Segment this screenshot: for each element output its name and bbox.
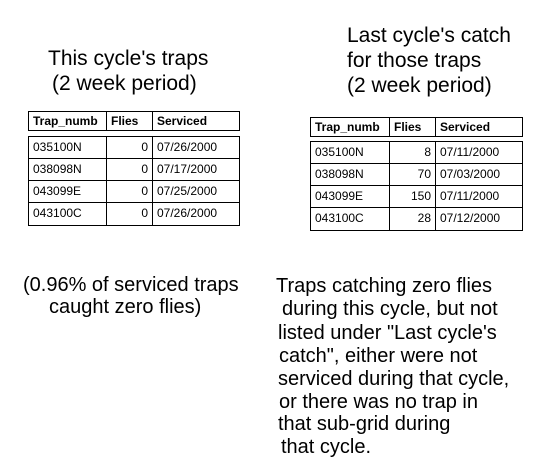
right-note-line7: that sub-grid during [278, 413, 451, 435]
left-heading-line1: This cycle's traps [48, 47, 209, 70]
right-note-line3: listed under "Last cycle's [278, 322, 497, 344]
header-flies: Flies [107, 112, 153, 130]
trap-number-cell: 038098N [29, 159, 107, 180]
flies-cell: 70 [390, 164, 436, 185]
left-table-header [28, 111, 240, 131]
table-row [29, 181, 239, 203]
serviced-cell: 07/11/2000 [440, 189, 500, 203]
trap-number-cell: 035100N [29, 137, 107, 158]
table-row [311, 164, 522, 186]
serviced-cell: 07/26/2000 [157, 206, 218, 220]
left-note-line2: caught zero flies) [49, 296, 202, 318]
serviced-cell: 07/17/2000 [157, 162, 218, 176]
right-heading-line2: for those traps [347, 49, 482, 72]
right-table-body [310, 141, 523, 231]
header-flies: Flies [390, 118, 436, 136]
left-heading-line2: (2 week period) [52, 72, 197, 95]
trap-number-cell: 043099E [29, 181, 107, 202]
right-note-line5: serviced during that cycle, [278, 368, 510, 390]
table-row [311, 208, 522, 230]
flies-cell: 0 [107, 181, 153, 202]
table-row [29, 137, 239, 159]
header-serviced: Serviced [157, 114, 208, 128]
trap-number-cell: 043100C [29, 203, 107, 225]
left-table-body [28, 136, 240, 226]
serviced-cell: 07/03/2000 [440, 167, 501, 181]
flies-cell: 0 [107, 159, 153, 180]
trap-number-cell: 043099E [311, 186, 390, 207]
right-table-header [310, 117, 523, 137]
flies-cell: 8 [390, 142, 436, 163]
right-note-line4: catch", either were not [279, 345, 478, 367]
right-note-line2: during this cycle, but not [282, 298, 498, 320]
flies-cell: 28 [390, 208, 436, 230]
header-trap-number: Trap_numb [29, 112, 107, 130]
right-note-line8: that cycle. [281, 436, 372, 458]
serviced-cell: 07/12/2000 [440, 211, 501, 225]
trap-number-cell: 043100C [311, 208, 390, 230]
flies-cell: 0 [107, 137, 153, 158]
right-heading-line3: (2 week period) [347, 74, 492, 97]
serviced-cell: 07/25/2000 [157, 184, 218, 198]
trap-number-cell: 038098N [311, 164, 390, 185]
table-row [29, 159, 239, 181]
flies-cell: 0 [107, 203, 153, 225]
left-note-line1: (0.96% of serviced traps [23, 274, 239, 296]
right-heading-line1: Last cycle's catch [347, 24, 511, 47]
table-row [311, 186, 522, 208]
trap-number-cell: 035100N [311, 142, 390, 163]
header-serviced: Serviced [440, 120, 491, 134]
header-trap-number: Trap_numb [311, 118, 390, 136]
right-note-line6: or there was no trap in [279, 391, 478, 413]
serviced-cell: 07/11/2000 [440, 145, 500, 159]
table-row [29, 203, 239, 225]
table-row [311, 142, 522, 164]
right-note-line1: Traps catching zero flies [276, 275, 493, 297]
serviced-cell: 07/26/2000 [157, 140, 218, 154]
flies-cell: 150 [390, 186, 436, 207]
